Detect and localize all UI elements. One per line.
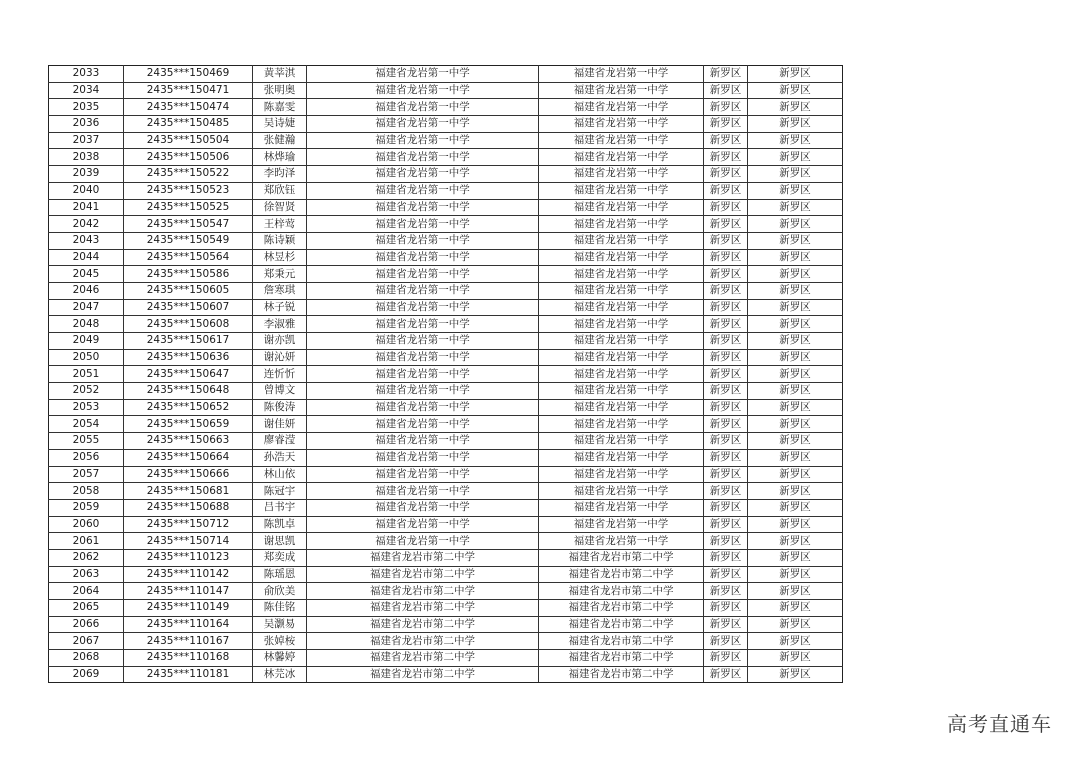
admitted-school-cell: 福建省龙岩第一中学 bbox=[539, 366, 704, 383]
candidate-id-cell: 2435***150474 bbox=[124, 99, 253, 116]
candidate-id-cell: 2435***150607 bbox=[124, 299, 253, 316]
student-name-cell: 俞欣美 bbox=[253, 583, 307, 600]
candidate-id-cell: 2435***150608 bbox=[124, 316, 253, 333]
row-number-cell: 2067 bbox=[49, 633, 124, 650]
student-name-cell: 陈诗颖 bbox=[253, 232, 307, 249]
row-number-cell: 2042 bbox=[49, 216, 124, 233]
admitted-school-cell: 福建省龙岩第一中学 bbox=[539, 483, 704, 500]
candidate-id-cell: 2435***150564 bbox=[124, 249, 253, 266]
admitted-school-cell: 福建省龙岩第一中学 bbox=[539, 182, 704, 199]
district-cell: 新罗区 bbox=[704, 499, 748, 516]
student-name-cell: 吴灏易 bbox=[253, 616, 307, 633]
school-name-cell: 福建省龙岩第一中学 bbox=[307, 349, 539, 366]
candidate-id-cell: 2435***150664 bbox=[124, 449, 253, 466]
table-row bbox=[49, 549, 843, 566]
student-name-cell: 陈嘉雯 bbox=[253, 99, 307, 116]
row-number-cell: 2060 bbox=[49, 516, 124, 533]
admitted-school-cell: 福建省龙岩第一中学 bbox=[539, 383, 704, 400]
student-name-cell: 谢沁妍 bbox=[253, 349, 307, 366]
district-cell: 新罗区 bbox=[704, 282, 748, 299]
district-cell: 新罗区 bbox=[704, 149, 748, 166]
school-name-cell: 福建省龙岩第一中学 bbox=[307, 182, 539, 199]
table-row bbox=[49, 566, 843, 583]
admitted-school-cell: 福建省龙岩第一中学 bbox=[539, 216, 704, 233]
admitted-school-cell: 福建省龙岩第一中学 bbox=[539, 282, 704, 299]
row-number-cell: 2038 bbox=[49, 149, 124, 166]
admitted-school-cell: 福建省龙岩第一中学 bbox=[539, 466, 704, 483]
school-name-cell: 福建省龙岩第一中学 bbox=[307, 399, 539, 416]
admission-district-cell: 新罗区 bbox=[748, 99, 843, 116]
student-name-cell: 林馨婷 bbox=[253, 650, 307, 667]
admitted-school-cell: 福建省龙岩第一中学 bbox=[539, 166, 704, 183]
school-name-cell: 福建省龙岩第一中学 bbox=[307, 449, 539, 466]
table-body bbox=[49, 66, 843, 683]
table-row bbox=[49, 99, 843, 116]
school-name-cell: 福建省龙岩第一中学 bbox=[307, 333, 539, 350]
admission-district-cell: 新罗区 bbox=[748, 383, 843, 400]
school-name-cell: 福建省龙岩市第二中学 bbox=[307, 666, 539, 683]
table-row bbox=[49, 483, 843, 500]
table-row bbox=[49, 166, 843, 183]
school-name-cell: 福建省龙岩第一中学 bbox=[307, 282, 539, 299]
row-number-cell: 2057 bbox=[49, 466, 124, 483]
admission-district-cell: 新罗区 bbox=[748, 466, 843, 483]
table-row bbox=[49, 316, 843, 333]
student-name-cell: 林子锐 bbox=[253, 299, 307, 316]
admission-district-cell: 新罗区 bbox=[748, 216, 843, 233]
student-name-cell: 詹寒琪 bbox=[253, 282, 307, 299]
admission-table bbox=[48, 65, 843, 683]
admission-district-cell: 新罗区 bbox=[748, 566, 843, 583]
district-cell: 新罗区 bbox=[704, 199, 748, 216]
district-cell: 新罗区 bbox=[704, 82, 748, 99]
school-name-cell: 福建省龙岩第一中学 bbox=[307, 366, 539, 383]
table-row bbox=[49, 349, 843, 366]
admission-district-cell: 新罗区 bbox=[748, 66, 843, 83]
admitted-school-cell: 福建省龙岩第一中学 bbox=[539, 533, 704, 550]
admitted-school-cell: 福建省龙岩第一中学 bbox=[539, 116, 704, 133]
admission-district-cell: 新罗区 bbox=[748, 516, 843, 533]
district-cell: 新罗区 bbox=[704, 166, 748, 183]
candidate-id-cell: 2435***110149 bbox=[124, 600, 253, 617]
admission-district-cell: 新罗区 bbox=[748, 483, 843, 500]
district-cell: 新罗区 bbox=[704, 583, 748, 600]
student-name-cell: 陈瑶恩 bbox=[253, 566, 307, 583]
table-row bbox=[49, 399, 843, 416]
admitted-school-cell: 福建省龙岩第一中学 bbox=[539, 316, 704, 333]
district-cell: 新罗区 bbox=[704, 516, 748, 533]
table-row bbox=[49, 650, 843, 667]
candidate-id-cell: 2435***150647 bbox=[124, 366, 253, 383]
district-cell: 新罗区 bbox=[704, 266, 748, 283]
candidate-id-cell: 2435***150663 bbox=[124, 433, 253, 450]
admitted-school-cell: 福建省龙岩第一中学 bbox=[539, 399, 704, 416]
candidate-id-cell: 2435***150659 bbox=[124, 416, 253, 433]
admitted-school-cell: 福建省龙岩第一中学 bbox=[539, 333, 704, 350]
table-row bbox=[49, 333, 843, 350]
row-number-cell: 2044 bbox=[49, 249, 124, 266]
school-name-cell: 福建省龙岩第一中学 bbox=[307, 82, 539, 99]
district-cell: 新罗区 bbox=[704, 483, 748, 500]
student-name-cell: 孙浩天 bbox=[253, 449, 307, 466]
admission-district-cell: 新罗区 bbox=[748, 232, 843, 249]
candidate-id-cell: 2435***150485 bbox=[124, 116, 253, 133]
table-row bbox=[49, 583, 843, 600]
admission-district-cell: 新罗区 bbox=[748, 583, 843, 600]
admission-district-cell: 新罗区 bbox=[748, 299, 843, 316]
admission-district-cell: 新罗区 bbox=[748, 366, 843, 383]
table-row bbox=[49, 366, 843, 383]
candidate-id-cell: 2435***150525 bbox=[124, 199, 253, 216]
admitted-school-cell: 福建省龙岩第一中学 bbox=[539, 499, 704, 516]
admitted-school-cell: 福建省龙岩市第二中学 bbox=[539, 583, 704, 600]
district-cell: 新罗区 bbox=[704, 549, 748, 566]
admission-district-cell: 新罗区 bbox=[748, 616, 843, 633]
student-name-cell: 廖睿滢 bbox=[253, 433, 307, 450]
admission-district-cell: 新罗区 bbox=[748, 449, 843, 466]
student-name-cell: 连忻忻 bbox=[253, 366, 307, 383]
district-cell: 新罗区 bbox=[704, 249, 748, 266]
student-name-cell: 李淑雅 bbox=[253, 316, 307, 333]
row-number-cell: 2055 bbox=[49, 433, 124, 450]
candidate-id-cell: 2435***150666 bbox=[124, 466, 253, 483]
admission-district-cell: 新罗区 bbox=[748, 116, 843, 133]
candidate-id-cell: 2435***150681 bbox=[124, 483, 253, 500]
admitted-school-cell: 福建省龙岩市第二中学 bbox=[539, 666, 704, 683]
student-name-cell: 林昱杉 bbox=[253, 249, 307, 266]
student-name-cell: 张健瀚 bbox=[253, 132, 307, 149]
table-row bbox=[49, 116, 843, 133]
candidate-id-cell: 2435***150648 bbox=[124, 383, 253, 400]
school-name-cell: 福建省龙岩第一中学 bbox=[307, 249, 539, 266]
admission-district-cell: 新罗区 bbox=[748, 600, 843, 617]
school-name-cell: 福建省龙岩市第二中学 bbox=[307, 616, 539, 633]
row-number-cell: 2061 bbox=[49, 533, 124, 550]
admitted-school-cell: 福建省龙岩第一中学 bbox=[539, 82, 704, 99]
row-number-cell: 2033 bbox=[49, 66, 124, 83]
candidate-id-cell: 2435***150547 bbox=[124, 216, 253, 233]
admitted-school-cell: 福建省龙岩第一中学 bbox=[539, 249, 704, 266]
student-name-cell: 吕书宇 bbox=[253, 499, 307, 516]
row-number-cell: 2047 bbox=[49, 299, 124, 316]
row-number-cell: 2062 bbox=[49, 549, 124, 566]
table-row bbox=[49, 132, 843, 149]
table-row bbox=[49, 299, 843, 316]
admission-district-cell: 新罗区 bbox=[748, 533, 843, 550]
watermark: 高考直通车 bbox=[947, 712, 1052, 736]
admission-district-cell: 新罗区 bbox=[748, 349, 843, 366]
student-name-cell: 郑秉元 bbox=[253, 266, 307, 283]
table-row bbox=[49, 416, 843, 433]
school-name-cell: 福建省龙岩第一中学 bbox=[307, 132, 539, 149]
district-cell: 新罗区 bbox=[704, 132, 748, 149]
row-number-cell: 2037 bbox=[49, 132, 124, 149]
table-row bbox=[49, 383, 843, 400]
school-name-cell: 福建省龙岩第一中学 bbox=[307, 199, 539, 216]
student-name-cell: 陈冠宇 bbox=[253, 483, 307, 500]
school-name-cell: 福建省龙岩市第二中学 bbox=[307, 650, 539, 667]
table-row bbox=[49, 82, 843, 99]
row-number-cell: 2056 bbox=[49, 449, 124, 466]
table-row bbox=[49, 182, 843, 199]
row-number-cell: 2035 bbox=[49, 99, 124, 116]
admitted-school-cell: 福建省龙岩市第二中学 bbox=[539, 600, 704, 617]
admitted-school-cell: 福建省龙岩市第二中学 bbox=[539, 650, 704, 667]
table-row bbox=[49, 433, 843, 450]
admission-district-cell: 新罗区 bbox=[748, 549, 843, 566]
admission-district-cell: 新罗区 bbox=[748, 433, 843, 450]
candidate-id-cell: 2435***110147 bbox=[124, 583, 253, 600]
district-cell: 新罗区 bbox=[704, 383, 748, 400]
admitted-school-cell: 福建省龙岩第一中学 bbox=[539, 266, 704, 283]
school-name-cell: 福建省龙岩第一中学 bbox=[307, 416, 539, 433]
admitted-school-cell: 福建省龙岩第一中学 bbox=[539, 149, 704, 166]
school-name-cell: 福建省龙岩市第二中学 bbox=[307, 583, 539, 600]
table-row bbox=[49, 666, 843, 683]
admission-district-cell: 新罗区 bbox=[748, 249, 843, 266]
district-cell: 新罗区 bbox=[704, 349, 748, 366]
district-cell: 新罗区 bbox=[704, 466, 748, 483]
school-name-cell: 福建省龙岩第一中学 bbox=[307, 299, 539, 316]
admitted-school-cell: 福建省龙岩市第二中学 bbox=[539, 616, 704, 633]
student-name-cell: 徐智贤 bbox=[253, 199, 307, 216]
admitted-school-cell: 福建省龙岩第一中学 bbox=[539, 99, 704, 116]
candidate-id-cell: 2435***150714 bbox=[124, 533, 253, 550]
admission-district-cell: 新罗区 bbox=[748, 633, 843, 650]
district-cell: 新罗区 bbox=[704, 449, 748, 466]
row-number-cell: 2068 bbox=[49, 650, 124, 667]
table-row bbox=[49, 499, 843, 516]
admitted-school-cell: 福建省龙岩第一中学 bbox=[539, 449, 704, 466]
admission-district-cell: 新罗区 bbox=[748, 316, 843, 333]
school-name-cell: 福建省龙岩第一中学 bbox=[307, 466, 539, 483]
student-name-cell: 林芫冰 bbox=[253, 666, 307, 683]
admitted-school-cell: 福建省龙岩第一中学 bbox=[539, 416, 704, 433]
student-name-cell: 陈凯卓 bbox=[253, 516, 307, 533]
admission-district-cell: 新罗区 bbox=[748, 149, 843, 166]
school-name-cell: 福建省龙岩市第二中学 bbox=[307, 549, 539, 566]
row-number-cell: 2039 bbox=[49, 166, 124, 183]
row-number-cell: 2041 bbox=[49, 199, 124, 216]
row-number-cell: 2049 bbox=[49, 333, 124, 350]
candidate-id-cell: 2435***150712 bbox=[124, 516, 253, 533]
district-cell: 新罗区 bbox=[704, 666, 748, 683]
candidate-id-cell: 2435***110168 bbox=[124, 650, 253, 667]
row-number-cell: 2064 bbox=[49, 583, 124, 600]
table-row bbox=[49, 266, 843, 283]
admission-district-cell: 新罗区 bbox=[748, 182, 843, 199]
district-cell: 新罗区 bbox=[704, 416, 748, 433]
candidate-id-cell: 2435***150549 bbox=[124, 232, 253, 249]
admitted-school-cell: 福建省龙岩第一中学 bbox=[539, 516, 704, 533]
student-name-cell: 陈俊涛 bbox=[253, 399, 307, 416]
district-cell: 新罗区 bbox=[704, 633, 748, 650]
row-number-cell: 2036 bbox=[49, 116, 124, 133]
school-name-cell: 福建省龙岩第一中学 bbox=[307, 116, 539, 133]
district-cell: 新罗区 bbox=[704, 433, 748, 450]
table-row bbox=[49, 633, 843, 650]
candidate-id-cell: 2435***150605 bbox=[124, 282, 253, 299]
school-name-cell: 福建省龙岩第一中学 bbox=[307, 316, 539, 333]
district-cell: 新罗区 bbox=[704, 366, 748, 383]
row-number-cell: 2046 bbox=[49, 282, 124, 299]
candidate-id-cell: 2435***150504 bbox=[124, 132, 253, 149]
school-name-cell: 福建省龙岩第一中学 bbox=[307, 232, 539, 249]
district-cell: 新罗区 bbox=[704, 66, 748, 83]
table-row bbox=[49, 516, 843, 533]
student-name-cell: 郑奕成 bbox=[253, 549, 307, 566]
admission-district-cell: 新罗区 bbox=[748, 282, 843, 299]
school-name-cell: 福建省龙岩第一中学 bbox=[307, 383, 539, 400]
student-name-cell: 谢亦凯 bbox=[253, 333, 307, 350]
district-cell: 新罗区 bbox=[704, 566, 748, 583]
district-cell: 新罗区 bbox=[704, 299, 748, 316]
school-name-cell: 福建省龙岩第一中学 bbox=[307, 216, 539, 233]
table-row bbox=[49, 199, 843, 216]
district-cell: 新罗区 bbox=[704, 616, 748, 633]
student-name-cell: 王梓莺 bbox=[253, 216, 307, 233]
district-cell: 新罗区 bbox=[704, 650, 748, 667]
row-number-cell: 2043 bbox=[49, 232, 124, 249]
school-name-cell: 福建省龙岩第一中学 bbox=[307, 66, 539, 83]
row-number-cell: 2065 bbox=[49, 600, 124, 617]
district-cell: 新罗区 bbox=[704, 333, 748, 350]
table-row bbox=[49, 232, 843, 249]
row-number-cell: 2063 bbox=[49, 566, 124, 583]
student-name-cell: 郑欣钰 bbox=[253, 182, 307, 199]
admission-district-cell: 新罗区 bbox=[748, 499, 843, 516]
admission-district-cell: 新罗区 bbox=[748, 399, 843, 416]
admission-district-cell: 新罗区 bbox=[748, 416, 843, 433]
district-cell: 新罗区 bbox=[704, 99, 748, 116]
admission-district-cell: 新罗区 bbox=[748, 199, 843, 216]
row-number-cell: 2059 bbox=[49, 499, 124, 516]
district-cell: 新罗区 bbox=[704, 533, 748, 550]
school-name-cell: 福建省龙岩第一中学 bbox=[307, 433, 539, 450]
table-row bbox=[49, 449, 843, 466]
row-number-cell: 2045 bbox=[49, 266, 124, 283]
admitted-school-cell: 福建省龙岩第一中学 bbox=[539, 349, 704, 366]
district-cell: 新罗区 bbox=[704, 399, 748, 416]
student-name-cell: 陈佳铭 bbox=[253, 600, 307, 617]
student-name-cell: 李昀泽 bbox=[253, 166, 307, 183]
student-name-cell: 林山依 bbox=[253, 466, 307, 483]
table-row bbox=[49, 282, 843, 299]
district-cell: 新罗区 bbox=[704, 216, 748, 233]
student-name-cell: 张明奥 bbox=[253, 82, 307, 99]
row-number-cell: 2066 bbox=[49, 616, 124, 633]
table-row bbox=[49, 466, 843, 483]
row-number-cell: 2058 bbox=[49, 483, 124, 500]
admission-district-cell: 新罗区 bbox=[748, 333, 843, 350]
table-row bbox=[49, 216, 843, 233]
candidate-id-cell: 2435***150522 bbox=[124, 166, 253, 183]
table-row bbox=[49, 616, 843, 633]
table-row bbox=[49, 249, 843, 266]
table-row bbox=[49, 533, 843, 550]
student-name-cell: 谢佳妍 bbox=[253, 416, 307, 433]
row-number-cell: 2048 bbox=[49, 316, 124, 333]
admission-district-cell: 新罗区 bbox=[748, 166, 843, 183]
school-name-cell: 福建省龙岩第一中学 bbox=[307, 483, 539, 500]
school-name-cell: 福建省龙岩第一中学 bbox=[307, 533, 539, 550]
school-name-cell: 福建省龙岩第一中学 bbox=[307, 516, 539, 533]
admitted-school-cell: 福建省龙岩第一中学 bbox=[539, 299, 704, 316]
row-number-cell: 2053 bbox=[49, 399, 124, 416]
admission-district-cell: 新罗区 bbox=[748, 266, 843, 283]
candidate-id-cell: 2435***150506 bbox=[124, 149, 253, 166]
candidate-id-cell: 2435***150652 bbox=[124, 399, 253, 416]
admission-district-cell: 新罗区 bbox=[748, 666, 843, 683]
district-cell: 新罗区 bbox=[704, 316, 748, 333]
candidate-id-cell: 2435***110164 bbox=[124, 616, 253, 633]
candidate-id-cell: 2435***110181 bbox=[124, 666, 253, 683]
row-number-cell: 2069 bbox=[49, 666, 124, 683]
candidate-id-cell: 2435***150469 bbox=[124, 66, 253, 83]
school-name-cell: 福建省龙岩市第二中学 bbox=[307, 633, 539, 650]
candidate-id-cell: 2435***150617 bbox=[124, 333, 253, 350]
school-name-cell: 福建省龙岩市第二中学 bbox=[307, 600, 539, 617]
student-name-cell: 黄莘淇 bbox=[253, 66, 307, 83]
student-name-cell: 林烨瑜 bbox=[253, 149, 307, 166]
admitted-school-cell: 福建省龙岩第一中学 bbox=[539, 66, 704, 83]
row-number-cell: 2034 bbox=[49, 82, 124, 99]
candidate-id-cell: 2435***110142 bbox=[124, 566, 253, 583]
admission-district-cell: 新罗区 bbox=[748, 650, 843, 667]
candidate-id-cell: 2435***150471 bbox=[124, 82, 253, 99]
admitted-school-cell: 福建省龙岩市第二中学 bbox=[539, 566, 704, 583]
school-name-cell: 福建省龙岩第一中学 bbox=[307, 149, 539, 166]
school-name-cell: 福建省龙岩第一中学 bbox=[307, 499, 539, 516]
candidate-id-cell: 2435***110123 bbox=[124, 549, 253, 566]
district-cell: 新罗区 bbox=[704, 232, 748, 249]
admitted-school-cell: 福建省龙岩市第二中学 bbox=[539, 549, 704, 566]
district-cell: 新罗区 bbox=[704, 116, 748, 133]
admitted-school-cell: 福建省龙岩市第二中学 bbox=[539, 633, 704, 650]
school-name-cell: 福建省龙岩市第二中学 bbox=[307, 566, 539, 583]
student-name-cell: 吴诗婕 bbox=[253, 116, 307, 133]
admitted-school-cell: 福建省龙岩第一中学 bbox=[539, 199, 704, 216]
candidate-id-cell: 2435***110167 bbox=[124, 633, 253, 650]
candidate-id-cell: 2435***150688 bbox=[124, 499, 253, 516]
row-number-cell: 2040 bbox=[49, 182, 124, 199]
table-row bbox=[49, 149, 843, 166]
school-name-cell: 福建省龙岩第一中学 bbox=[307, 266, 539, 283]
table-row bbox=[49, 66, 843, 83]
row-number-cell: 2050 bbox=[49, 349, 124, 366]
admission-district-cell: 新罗区 bbox=[748, 132, 843, 149]
district-cell: 新罗区 bbox=[704, 182, 748, 199]
row-number-cell: 2052 bbox=[49, 383, 124, 400]
admitted-school-cell: 福建省龙岩第一中学 bbox=[539, 132, 704, 149]
student-name-cell: 张婥桉 bbox=[253, 633, 307, 650]
district-cell: 新罗区 bbox=[704, 600, 748, 617]
candidate-id-cell: 2435***150523 bbox=[124, 182, 253, 199]
candidate-id-cell: 2435***150586 bbox=[124, 266, 253, 283]
candidate-id-cell: 2435***150636 bbox=[124, 349, 253, 366]
admission-district-cell: 新罗区 bbox=[748, 82, 843, 99]
admitted-school-cell: 福建省龙岩第一中学 bbox=[539, 433, 704, 450]
row-number-cell: 2051 bbox=[49, 366, 124, 383]
admitted-school-cell: 福建省龙岩第一中学 bbox=[539, 232, 704, 249]
school-name-cell: 福建省龙岩第一中学 bbox=[307, 99, 539, 116]
row-number-cell: 2054 bbox=[49, 416, 124, 433]
student-name-cell: 曾博文 bbox=[253, 383, 307, 400]
school-name-cell: 福建省龙岩第一中学 bbox=[307, 166, 539, 183]
table-row bbox=[49, 600, 843, 617]
student-name-cell: 谢思凯 bbox=[253, 533, 307, 550]
